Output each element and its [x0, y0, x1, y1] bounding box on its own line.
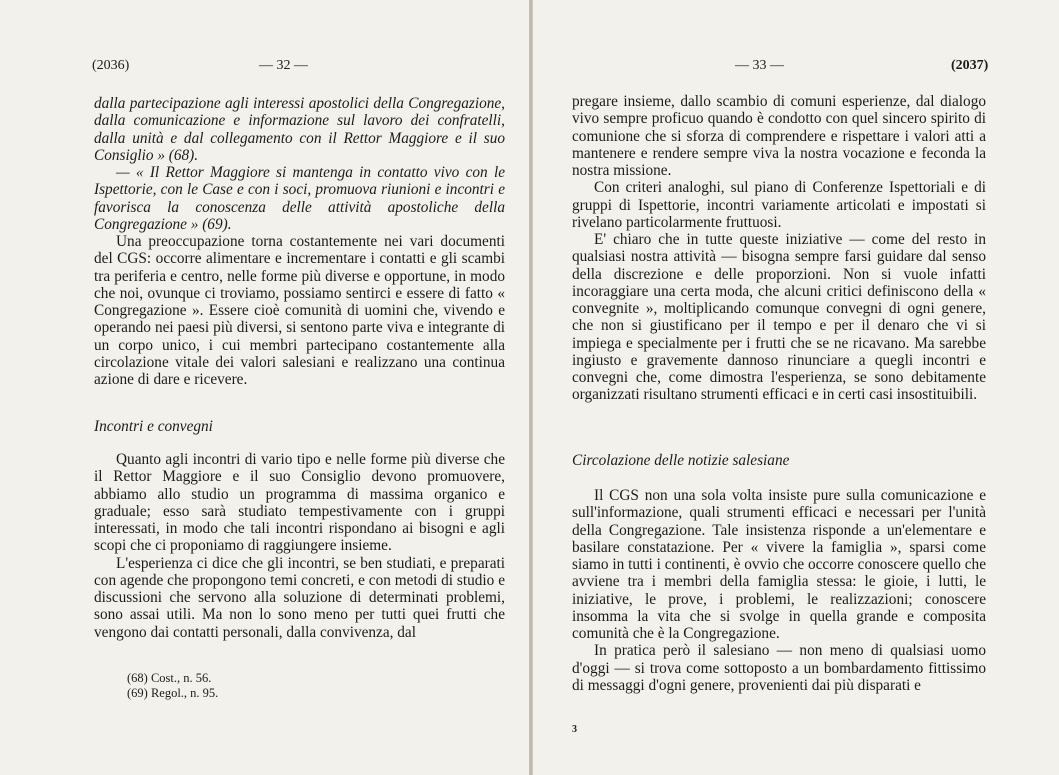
footnote: (69) Regol., n. 95.: [127, 686, 219, 700]
body-paragraph: Il CGS non una sola volta insiste pure sulla comunicazione e sull'informazione, quali strumenti efficaci e necessari per l'unità della Congregazione. Tale insistenza risponde a un'elementare e basilare constatazione. Per « vivere la famiglia », sparsi come siamo in tutti i continenti, è ovvio che occorre conoscere quello che avviene tra i membri della famiglia stessa: le gioie, i lutti, le iniziative, le prove, i problemi, le realizzazioni; conoscere insomma la vita che si svolge in quella grande e composita comunità che è la Congregazione.: [572, 487, 986, 642]
left-bottom-text: [94, 451, 505, 641]
body-paragraph: E' chiaro che in tutte queste iniziative — come del resto in qualsiasi nostra attività — bisogna sempre farsi guidare dal senso della discrezione e delle proporzioni. Non si vuole infatti incoraggiare una certa moda, che alcuni critici definiscono della « convegnite », moltiplicando comunque convegni di ogni genere, che non si giustificano per il tempo e per il denaro che vi si impiega e specialmente per i frutti che se ne ricavano. Ma sarebbe ingiusto e gravemente dannoso rinunciare a quegli incontri e convegni che, come dimostra l'esperienza, se sono debitamente organizzati risultano strumenti efficaci e in certi casi insostituibili.: [572, 231, 986, 404]
left-page: [0, 0, 529, 775]
body-paragraph: pregare insieme, dallo scambio di comuni esperienze, dal dialogo vivo sempre proficuo quando è condotto con quel sincero spirito di comunione che si sforza di comprendere e rispettare i valori atti a mantenere e rendere sempre viva la nostra vocazione e feconda la nostra missione.: [572, 93, 986, 179]
body-paragraph: Con criteri analoghi, sul piano di Conferenze Ispettoriali e di gruppi di Ispettorie, incontri variamente articolati e impostati si rivelano particolarmente fruttuosi.: [572, 179, 986, 231]
left-running-number: (2036): [92, 58, 130, 73]
right-page-number: — 33 —: [735, 58, 784, 73]
body-paragraph: In pratica però il salesiano — non meno di qualsiasi uomo d'oggi — si trova come sottoposto a un bombardamento fittissimo di messaggi d'ogni genere, provenienti dai più disparati e: [572, 642, 986, 694]
left-top-text: [94, 95, 505, 388]
body-paragraph: L'esperienza ci dice che gli incontri, se ben studiati, e preparati con agende che propongono temi concreti, e con metodi di studio e discussioni che servono alla soluzione di determinati problemi, sono assai utili. Ma non lo sono meno per tutti quei frutti che vengono dai contatti personali, dalla convivenza, dal: [94, 554, 505, 641]
right-page: [533, 0, 1059, 775]
quote-paragraph: — « Il Rettor Maggiore si mantenga in contatto vivo con le Ispettorie, con le Case e con i soci, promuova riunioni e incontri e favorisca la conoscenza delle attività apostoliche della Congregazione » (69).: [94, 164, 505, 233]
body-paragraph: Una preoccupazione torna costantemente nei vari documenti del CGS: occorre alimentare e incrementare i contatti e gli scambi tra periferia e centro, nelle forme più diverse e opportune, in modo che noi, ovunque ci troviamo, possiamo sentirci e essere di fatto « Congregazione ». Essere cioè comunità di uomini che, vivendo e operando nei paesi più diversi, si sentono parte viva e integrante di un corpo unico, i cui membri partecipano costantemente alla circolazione vitale dei valori salesiani e realizzano una continua azione di dare e ricevere.: [94, 233, 505, 388]
section-heading: Circolazione delle notizie salesiane: [572, 452, 790, 469]
signature-mark: 3: [572, 724, 577, 735]
right-running-number: (2037): [951, 58, 989, 73]
quote-paragraph: dalla partecipazione agli interessi apostolici della Congregazione, dalla comunicazione e informazione sul lavoro dei confratelli, dalla unità e dal collegamento con il Rettor Maggiore e il suo Consiglio » (68).: [94, 95, 505, 164]
footnote: (68) Cost., n. 56.: [127, 671, 212, 685]
right-bottom-text: [572, 487, 986, 694]
left-page-number: — 32 —: [259, 58, 308, 73]
right-top-text: [572, 93, 986, 404]
body-paragraph: Quanto agli incontri di vario tipo e nelle forme più diverse che il Rettor Maggiore e il suo Consiglio devono promuovere, abbiamo allo studio un programma di massima organico e graduale; esso sarà studiato tempestivamente con i gruppi interessati, in modo che tali incontri rispondano ai bisogni e agli scopi che ci proponiamo di raggiungere insieme.: [94, 451, 505, 555]
footnotes: [127, 671, 218, 701]
section-heading: Incontri e convegni: [94, 418, 213, 435]
